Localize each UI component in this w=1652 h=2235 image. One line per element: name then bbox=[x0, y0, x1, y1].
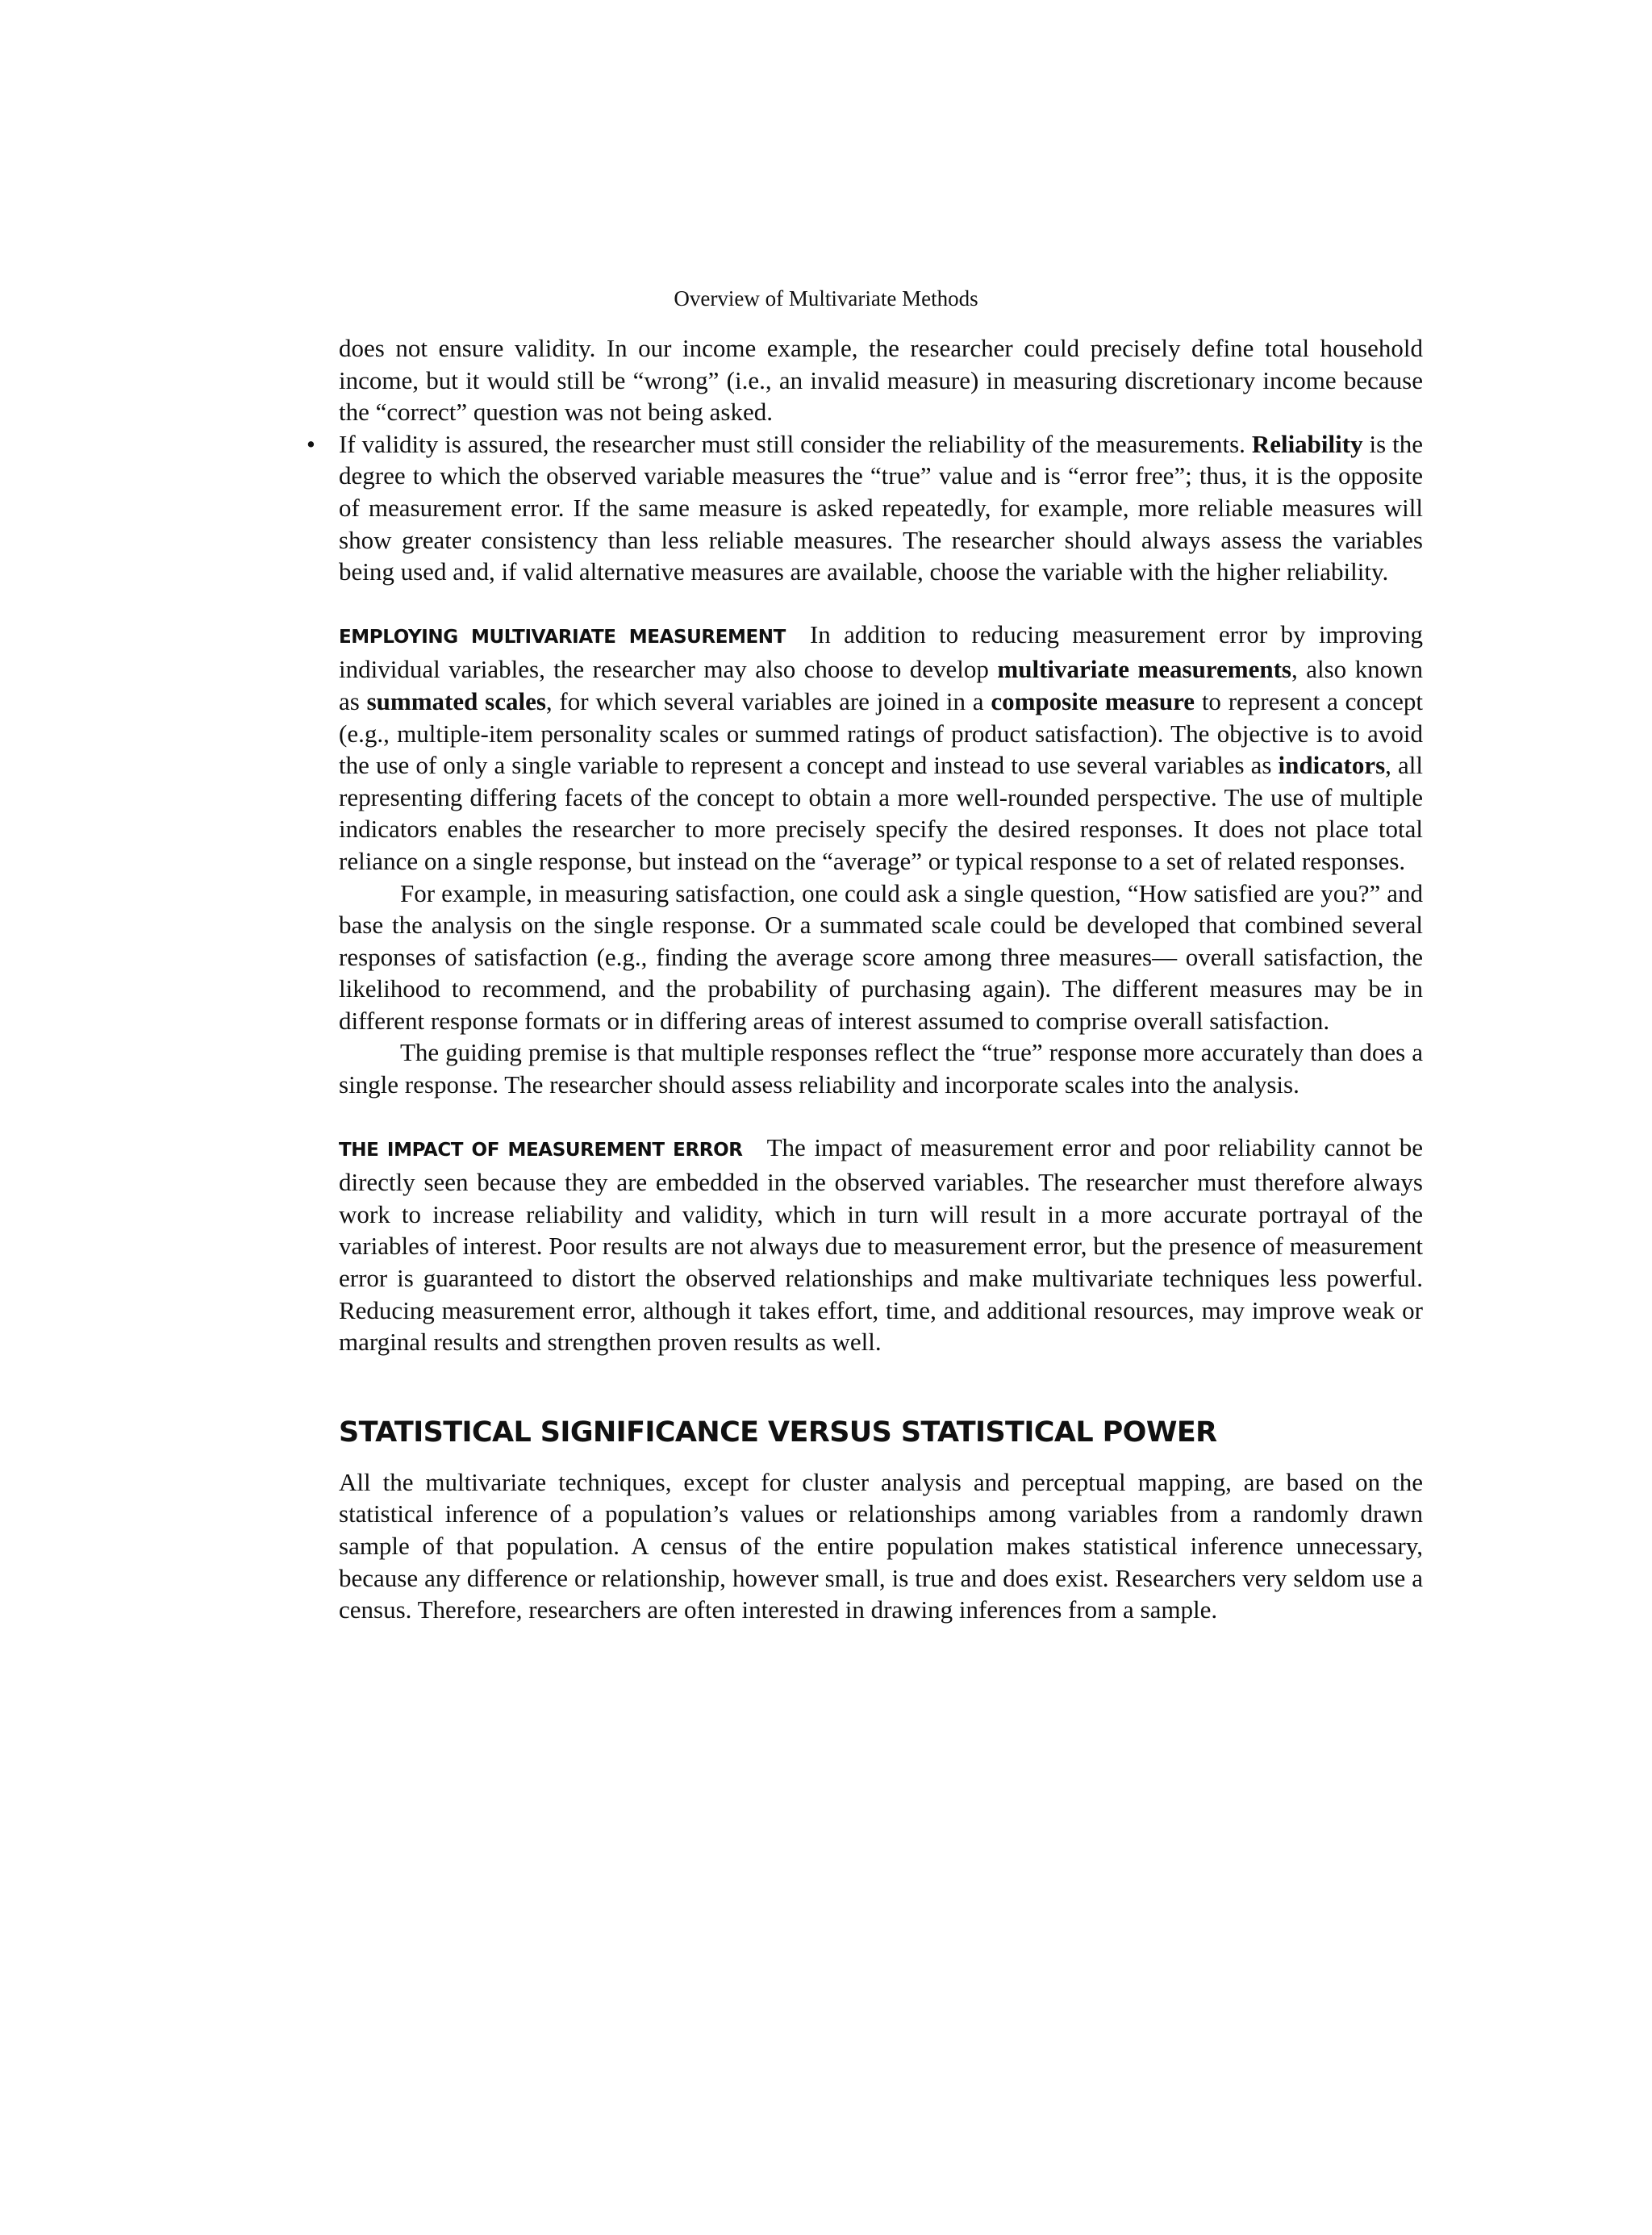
bullet-list-item bbox=[307, 428, 1423, 588]
bullet-text: is the degree to which the observed variable measures the “true” value and is “error free”; thus, it is the opposite of measurement error. If the same measure is asked repeatedly, for example, more reliable measures will show greater consistency than less reliable measures. The researcher should always assess the variables being used and, if valid alternative measures are available, choose the variable with the higher reliability. bbox=[339, 429, 1423, 586]
bullet-text: If validity is assured, the researcher must still consider the reliability of the measurements. bbox=[339, 429, 1252, 458]
term-multivariate-measurements: multivariate measurements bbox=[997, 655, 1291, 684]
running-head: Overview of Multivariate Methods bbox=[674, 286, 978, 311]
continued-paragraph: does not ensure validity. In our income example, the researcher could precisely define total household income, but it would still be “wrong” (i.e., an invalid measure) in measuring discretionary income because the “correct” question was not being asked. bbox=[339, 334, 1423, 427]
paragraph-text: , all representing differing facets of the concept to obtain a more well-rounded perspective. The use of multiple indicators enables the researcher to more precisely specify the desired responses. It does not place total reliance on a single response, but instead on the “average” or typical response to a set of related responses. bbox=[339, 751, 1423, 875]
section-heading-statistical-significance: STATISTICAL SIGNIFICANCE VERSUS STATISTICAL POWER bbox=[339, 1416, 1217, 1449]
paragraph-satisfaction-example: For example, in measuring satisfaction, one could ask a single question, “How satisfied are you?” and base the analysis on the single response. Or a summated scale could be developed that combined several responses of satisfaction (e.g., finding the average score among three measures— overall satisfaction, the likelihood to recommend, and the probability of purchasing again). The different measures may be in different response formats or in differing areas of interest assumed to comprise overall satisfaction. bbox=[339, 878, 1423, 1035]
bullet-icon: • bbox=[307, 429, 315, 458]
body-text bbox=[307, 332, 1423, 1626]
term-summated-scales: summated scales bbox=[366, 686, 546, 715]
paragraph-employing-multivariate-measurement bbox=[339, 619, 1423, 878]
run-in-heading-impact-of-measurement-error: THE IMPACT OF MEASUREMENT ERROR bbox=[339, 1139, 743, 1161]
paragraph-text: , also known as bbox=[339, 655, 1423, 715]
term-indicators: indicators bbox=[1278, 751, 1386, 780]
paragraph-text: to represent a concept (e.g., multiple-item personality scales or summed ratings of product satisfaction). The objective is to avoid the use of only a single variable to represent a concept and instead to use several variables as bbox=[339, 686, 1423, 780]
term-composite-measure: composite measure bbox=[991, 686, 1195, 715]
paragraph-guiding-premise: The guiding premise is that multiple responses reflect the “true” response more accurately than does a single response. The researcher should assess reliability and incorporate scales into the analysis. bbox=[339, 1038, 1423, 1099]
term-reliability: Reliability bbox=[1251, 429, 1363, 458]
paragraph-statistical-inference: All the multivariate techniques, except for cluster analysis and perceptual mapping, are based on the statistical inference of a population’s values or relationships among variables from a randomly drawn sample of that population. A census of the entire population makes statistical inference unnecessary, because any difference or relationship, however small, is true and does exist. Researchers very seldom use a census. Therefore, researchers are often interested in drawing inferences from a sample. bbox=[339, 1467, 1423, 1624]
paragraph-impact-of-measurement-error bbox=[339, 1132, 1423, 1358]
paragraph-text: , for which several variables are joined in a bbox=[545, 686, 991, 715]
run-in-heading-employing-multivariate-measurement: EMPLOYING MULTIVARIATE MEASUREMENT bbox=[339, 626, 786, 648]
paragraph-text: In addition to reducing measurement error by improving individual variables, the researcher may also choose to develop bbox=[339, 619, 1423, 684]
paragraph-text: The impact of measurement error and poor reliability cannot be directly seen because they are embedded in the observed variables. The researcher must therefore always work to increase reliability and validity, which in turn will result in a more accurate portrayal of the variables of interest. Poor results are not always due to measurement error, but the presence of measurement error is guaranteed to distort the observed relationships and make multivariate techniques less powerful. Reducing measurement error, although it takes effort, time, and additional resources, may improve weak or marginal results and strengthen proven results as well. bbox=[339, 1132, 1423, 1357]
